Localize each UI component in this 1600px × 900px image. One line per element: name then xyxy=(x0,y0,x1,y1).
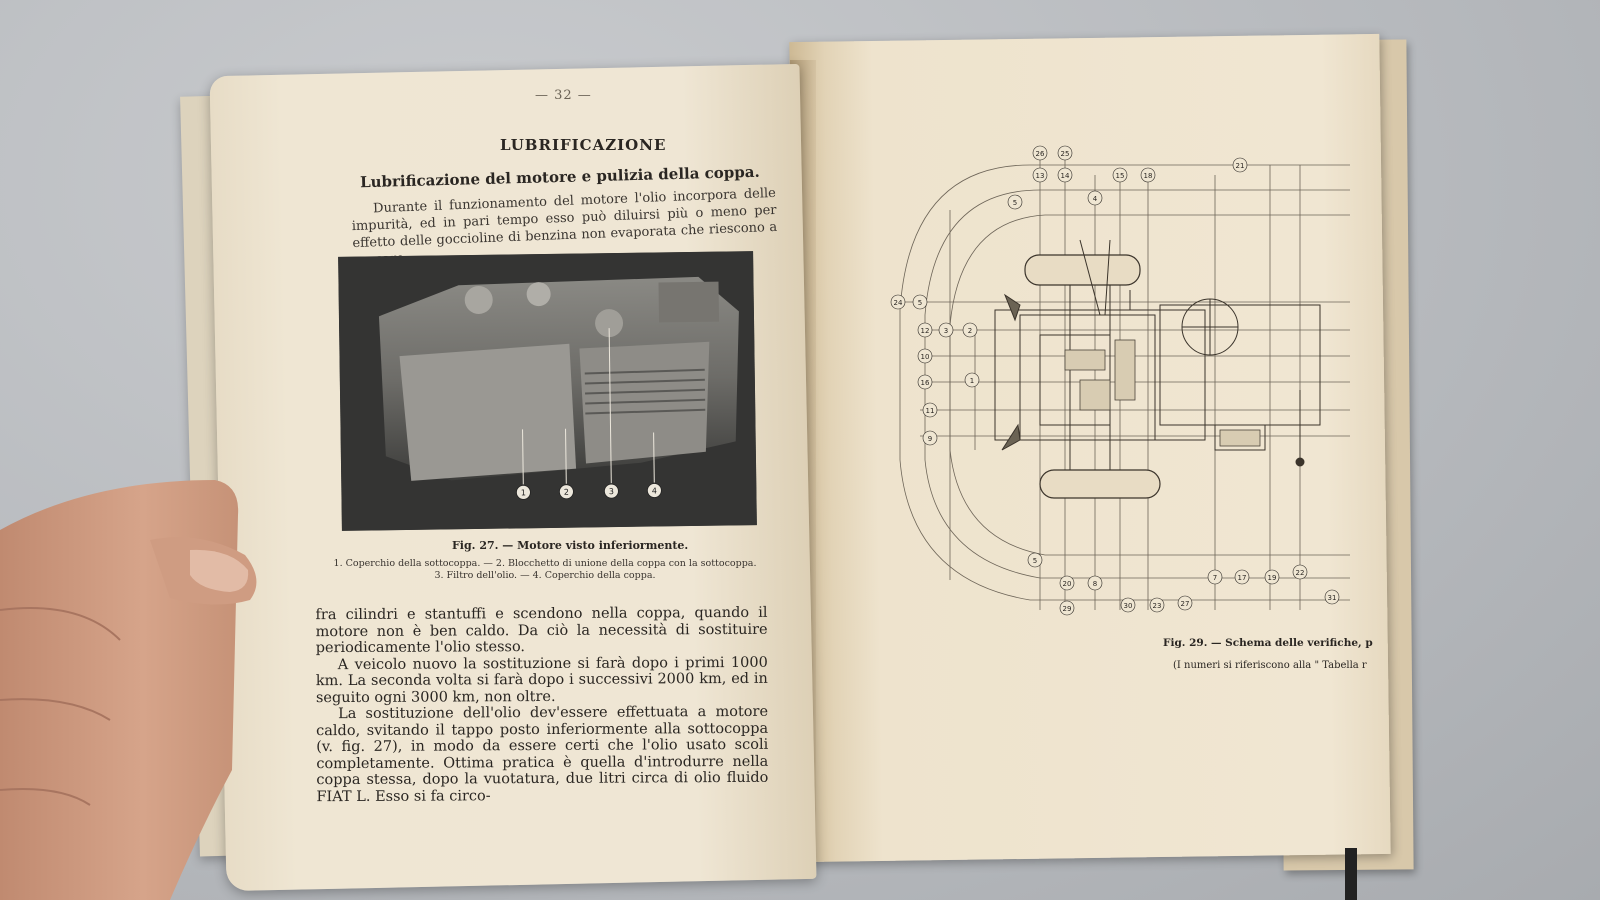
callout-31: 31 xyxy=(1327,594,1337,602)
callout-7: 7 xyxy=(1212,574,1218,582)
bookmark-ribbon xyxy=(1345,848,1357,900)
photo-callout-1: 1 xyxy=(520,488,527,498)
callout-13: 13 xyxy=(1035,172,1045,180)
engine-photo-illustration xyxy=(338,251,757,531)
callout-25: 25 xyxy=(1060,150,1070,158)
callout-27: 27 xyxy=(1180,600,1190,608)
page-number: — 32 — xyxy=(535,88,592,103)
body-paragraph-1: fra cilindri e stantuffi e scendono nella coppa, quando il motore non è ben caldo. Da ciò la necessità di sostituire periodicamente l'olio stesso. xyxy=(315,604,768,657)
callout-23: 23 xyxy=(1152,602,1162,610)
section-title: LUBRIFICAZIONE xyxy=(500,136,667,154)
callout-5-top: 5 xyxy=(1012,199,1018,207)
photo-callout-3: 3 xyxy=(608,487,615,497)
figure-29-note: (I numeri si riferiscono alla " Tabella r xyxy=(1173,660,1367,671)
figure-29-caption: Fig. 29. — Schema delle verifiche, p xyxy=(1163,637,1373,649)
callout-16: 16 xyxy=(920,379,930,387)
body-paragraph-2: A veicolo nuovo la sostituzione si farà dopo i primi 1000 km. La seconda volta si farà dopo i successivi 2000 km, ed in seguito ogni 3000 km, non oltre. xyxy=(315,654,768,706)
callout-9: 9 xyxy=(927,435,933,443)
photo-callout-2: 2 xyxy=(563,487,570,497)
callout-24: 24 xyxy=(893,299,903,307)
photo-callout-4: 4 xyxy=(651,486,658,496)
callout-3: 3 xyxy=(943,327,949,335)
callout-17: 17 xyxy=(1237,574,1247,582)
engine-photo-figure-27 xyxy=(338,251,757,531)
figure-27-legend xyxy=(320,558,770,582)
callout-11: 11 xyxy=(925,407,935,415)
subsection-title: Lubrificazione del motore e pulizia della coppa. xyxy=(359,162,760,192)
callout-30: 30 xyxy=(1123,602,1133,610)
figure-27-legend-line-1: 1. Coperchio della sottocoppa. — 2. Blocchetto di unione della coppa con la sottocoppa. xyxy=(333,558,757,569)
callout-10: 10 xyxy=(920,353,930,361)
callout-5-bottom: 5 xyxy=(1032,557,1038,565)
body-paragraph-3: La sostituzione dell'olio dev'essere effettuata a motore caldo, svitando il tappo posto inferiormente alla sottocoppa (v. fig. 27), in modo da essere certi che l'olio usato scoli completamente. Ottima pratica è quella d'introdurre nella coppa stessa, dopo la vuotatura, due litri circa di olio fluido FIAT L. Esso si fa circo- xyxy=(316,703,769,805)
callout-29: 29 xyxy=(1062,605,1072,613)
body-text xyxy=(315,605,768,805)
callout-15: 15 xyxy=(1115,172,1125,180)
figure-27-legend-line-2: 3. Filtro dell'olio. — 4. Coperchio della coppa. xyxy=(434,570,656,581)
callout-5-left: 5 xyxy=(917,299,923,307)
figure-27-caption: Fig. 27. — Motore visto inferiormente. xyxy=(452,539,689,552)
callout-22: 22 xyxy=(1295,569,1305,577)
callout-2: 2 xyxy=(967,327,973,335)
hand-holding-book xyxy=(0,470,270,900)
callout-1: 1 xyxy=(969,377,975,385)
vehicle-schematic-figure-29 xyxy=(880,140,1370,620)
intro-paragraph: Durante il funzionamento del motore l'olio incorpora delle impurità, ed in pari tempo esso può diluirsi più o meno per effetto delle goccioline di benzina non evaporata che riescono a xyxy=(351,185,778,252)
callout-20: 20 xyxy=(1062,580,1072,588)
callout-12: 12 xyxy=(920,327,930,335)
callout-26: 26 xyxy=(1035,150,1045,158)
callout-18: 18 xyxy=(1143,172,1153,180)
callout-19: 19 xyxy=(1267,574,1277,582)
callout-8: 8 xyxy=(1092,580,1098,588)
callout-21: 21 xyxy=(1235,162,1245,170)
callout-4: 4 xyxy=(1092,195,1098,203)
callout-14: 14 xyxy=(1060,172,1070,180)
